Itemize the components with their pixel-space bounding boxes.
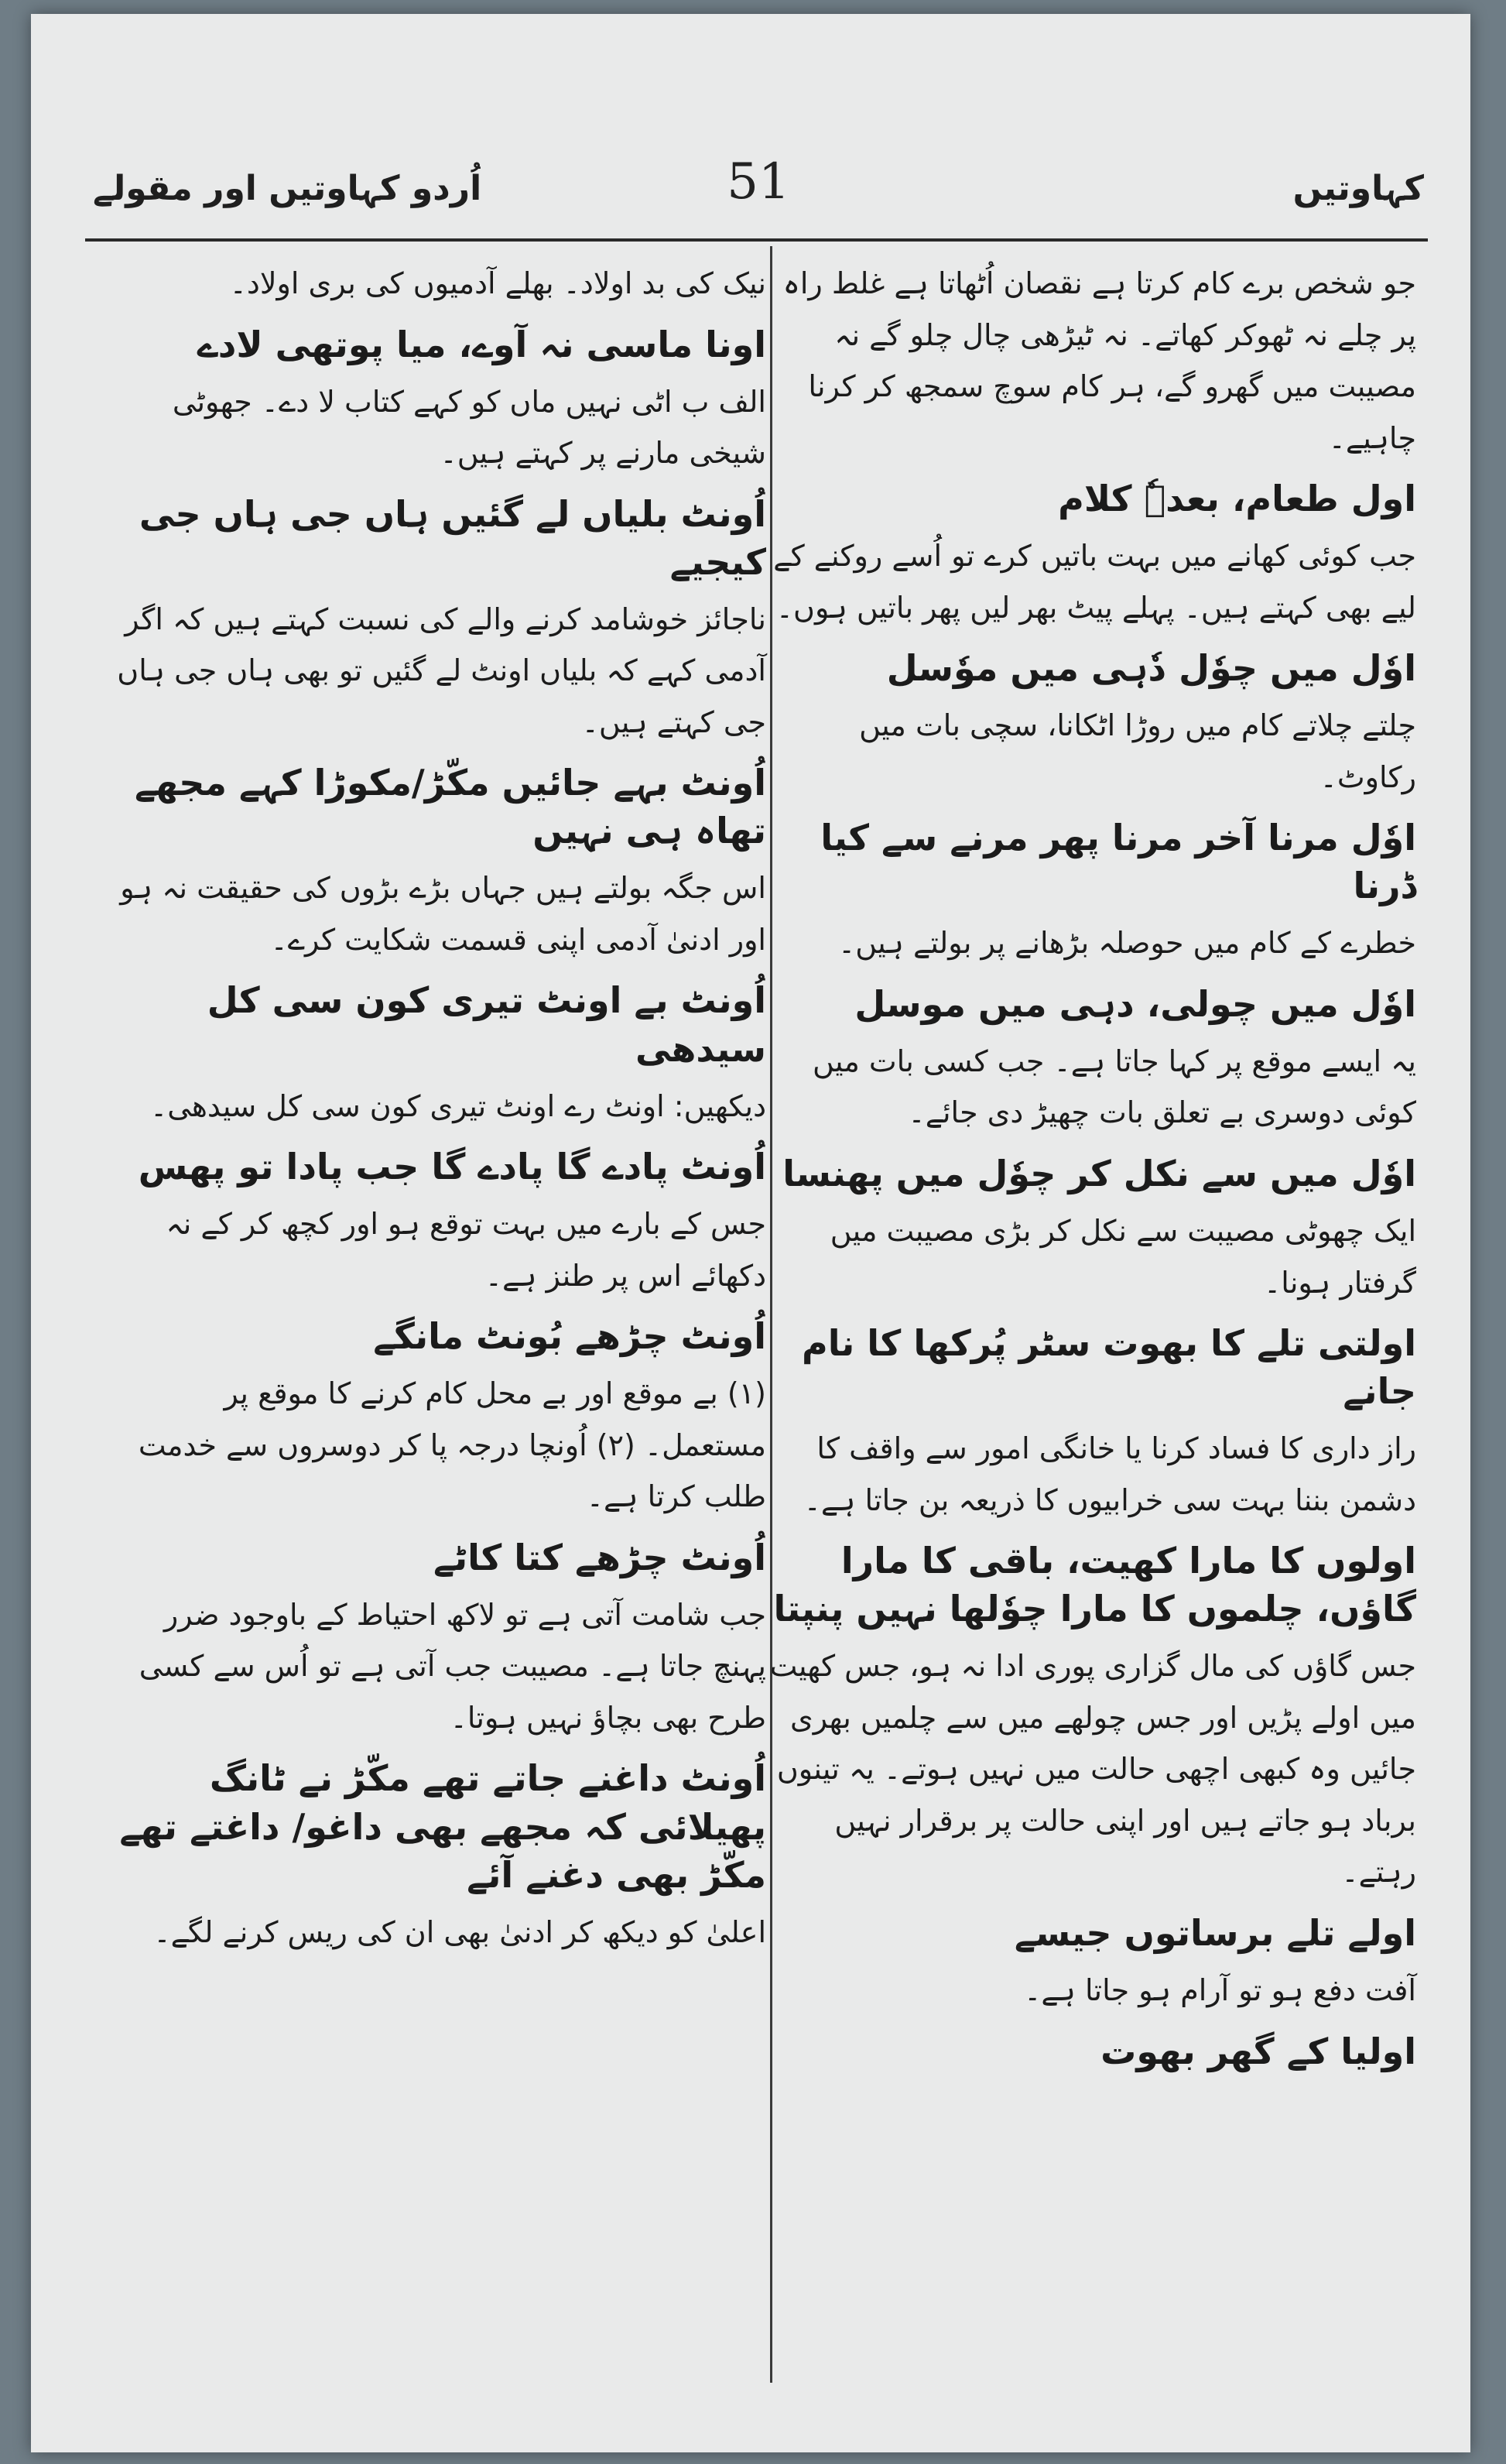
proverb-explanation: ایک چھوٹی مصیبت سے نکل کر بڑی مصیبت میں گرفتار ہونا۔: [830, 1214, 1416, 1300]
proverb-heading: اوٗل مرنا آخر مرنا پھر مرنے سے کیا ڈرنا: [820, 817, 1416, 907]
proverb-explanation: آفت دفع ہو تو آرام ہو جاتا ہے۔: [1024, 1973, 1416, 2008]
proverb-heading: اولے تلے برساتوں جیسے: [1014, 1911, 1416, 1954]
proverb-heading: اُونٹ چڑھے کتا کاٹے: [433, 1536, 766, 1578]
running-title-right: کہاوتیں: [1292, 169, 1424, 208]
proverb-heading: اوٗل میں چولی، دہی میں موسل: [854, 982, 1416, 1025]
proverb-heading: اونا ماسی نہ آوے، میا پوتھی لادے: [197, 323, 766, 365]
proverb-heading: اوٗل میں چوٗل دٗہی میں موٗسل: [886, 647, 1416, 690]
proverb-explanation: یہ ایسے موقع پر کہا جاتا ہے۔ جب کسی بات میں کوئی دوسری بے تعلق بات چھیڑ دی جائے۔: [813, 1044, 1416, 1130]
proverb-explanation: الف ب اٹی نہیں ماں کو کہے کتاب لا دے۔ جھوٹی شیخی مارنے پر کہتے ہیں۔: [172, 384, 766, 471]
proverb-explanation: دیکھیں: اونٹ رے اونٹ تیری کون سی کل سیدھی۔: [149, 1088, 766, 1123]
header-rule: [85, 238, 1428, 242]
proverb-explanation: (۱) بے موقع اور بے محل کام کرنے کا موقع پر مستعمل۔ (۲) اُونچا درجہ پا کر دوسروں سے خدمت طلب کرتا ہے۔: [138, 1376, 766, 1514]
proverb-explanation: اعلیٰ کو دیکھ کر ادنیٰ بھی ان کی ریس کرنے لگے۔: [153, 1914, 766, 1949]
proverb-heading: اولتی تلے کا بھوت سٹر پُرکھا کا نام جانے: [802, 1322, 1416, 1413]
proverb-explanation: جس کے بارے میں بہت توقع ہو اور کچھ کر کے نہ دکھائے اس پر طنز ہے۔: [166, 1207, 766, 1293]
page-header: [93, 146, 1424, 215]
proverb-heading: اُونٹ بلیاں لے گئیں ہاں جی ہاں جی کیجیے: [139, 492, 766, 583]
running-title-left: اُردو کہاوتیں اور مقولے: [93, 169, 482, 208]
proverb-heading: اولوں کا مارا کھیت، باقی کا مارا گاؤں، چلموں کا مارا چوٗلھا نہیں پنپتا: [773, 1540, 1416, 1630]
proverb-explanation: جس گاؤں کی مال گزاری پوری ادا نہ ہو، جس کھیت میں اولے پڑیں اور جس چولھے میں سے چلمیں بھری جائیں وہ کبھی اچھی حالت میں نہیں ہوتے۔ یہ تینوں برباد ہو جاتے ہیں اور اپنی حالت پر برقرار نہیں رہتے۔: [769, 1649, 1416, 1890]
proverb-explanation: جب شامت آتی ہے تو لاکھ احتیاط کے باوجود ضرر پہنچ جاتا ہے۔ مصیبت جب آتی ہے تو اُس سے کسی طرح بھی بچاؤ نہیں ہوتا۔: [139, 1597, 766, 1735]
proverb-explanation: جو شخص برے کام کرتا ہے نقصان اُٹھاتا ہے غلط راہ پر چلے نہ ٹھوکر کھاتے۔ نہ ٹیڑھی چال چلو گے نہ مصیبت میں گھرو گے، ہر کام سوچ سمجھ کر کرنا چاہیے۔: [782, 266, 1416, 455]
proverb-heading: اول طعام، بعدہٗ کلام: [1058, 478, 1416, 519]
proverb-heading: اُونٹ بے اونٹ تیری کون سی کل سیدھی: [207, 979, 766, 1070]
proverb-heading: اولیا کے گھر بھوت: [1100, 2030, 1416, 2072]
proverb-heading: اُونٹ چڑھے بُونٹ مانگے: [373, 1315, 766, 1358]
proverb-heading: اُونٹ بہے جائیں مکّڑ/مکوڑا کہے مجھے تھاہ ہی نہیں: [134, 762, 766, 852]
proverb-explanation: خطرے کے کام میں حوصلہ بڑھانے پر بولتے ہیں۔: [837, 926, 1416, 961]
page-number: 51: [727, 153, 790, 211]
proverb-explanation: نیک کی بد اولاد۔ بھلے آدمیوں کی بری اولاد۔: [229, 266, 766, 300]
proverb-explanation: راز داری کا فساد کرنا یا خانگی امور سے واقف کا دشمن بننا بہت سی خرابیوں کا ذریعہ بن جاتا ہے۔: [803, 1431, 1416, 1517]
left-column: [116, 258, 766, 1964]
proverb-heading: اُونٹ داغنے جاتے تھے مکّڑ نے ٹانگ پھیلائی کہ مجھے بھی داغو/ داغتے تھے مکّڑ بھی دغنے آئے: [119, 1757, 766, 1896]
proverb-heading: اوٗل میں سے نکل کر چوٗل میں پھنسا: [782, 1152, 1416, 1194]
proverb-heading: اُونٹ پادے گا پادے گا جب پادا تو پھس: [138, 1146, 766, 1188]
proverb-explanation: ناجائز خوشامد کرنے والے کی نسبت کہتے ہیں کہ اگر آدمی کہے کہ بلیاں اونٹ لے گئیں تو بھی ہاں جی ہاں جی کہتے ہیں۔: [117, 601, 766, 739]
proverb-explanation: جب کوئی کھانے میں بہت باتیں کرے تو اُسے روکنے کے لیے بھی کہتے ہیں۔ پہلے پیٹ بھر لیں پھر باتیں ہوں۔: [773, 539, 1416, 625]
proverb-explanation: چلتے چلاتے کام میں روڑا اٹکانا، سچی بات میں رکاوٹ۔: [859, 708, 1416, 794]
proverb-explanation: اس جگہ بولتے ہیں جہاں بڑے بڑوں کی حقیقت نہ ہو اور ادنیٰ آدمی اپنی قسمت شکایت کرے۔: [120, 871, 766, 957]
book-page: [31, 14, 1470, 2452]
right-column: [766, 258, 1416, 2083]
